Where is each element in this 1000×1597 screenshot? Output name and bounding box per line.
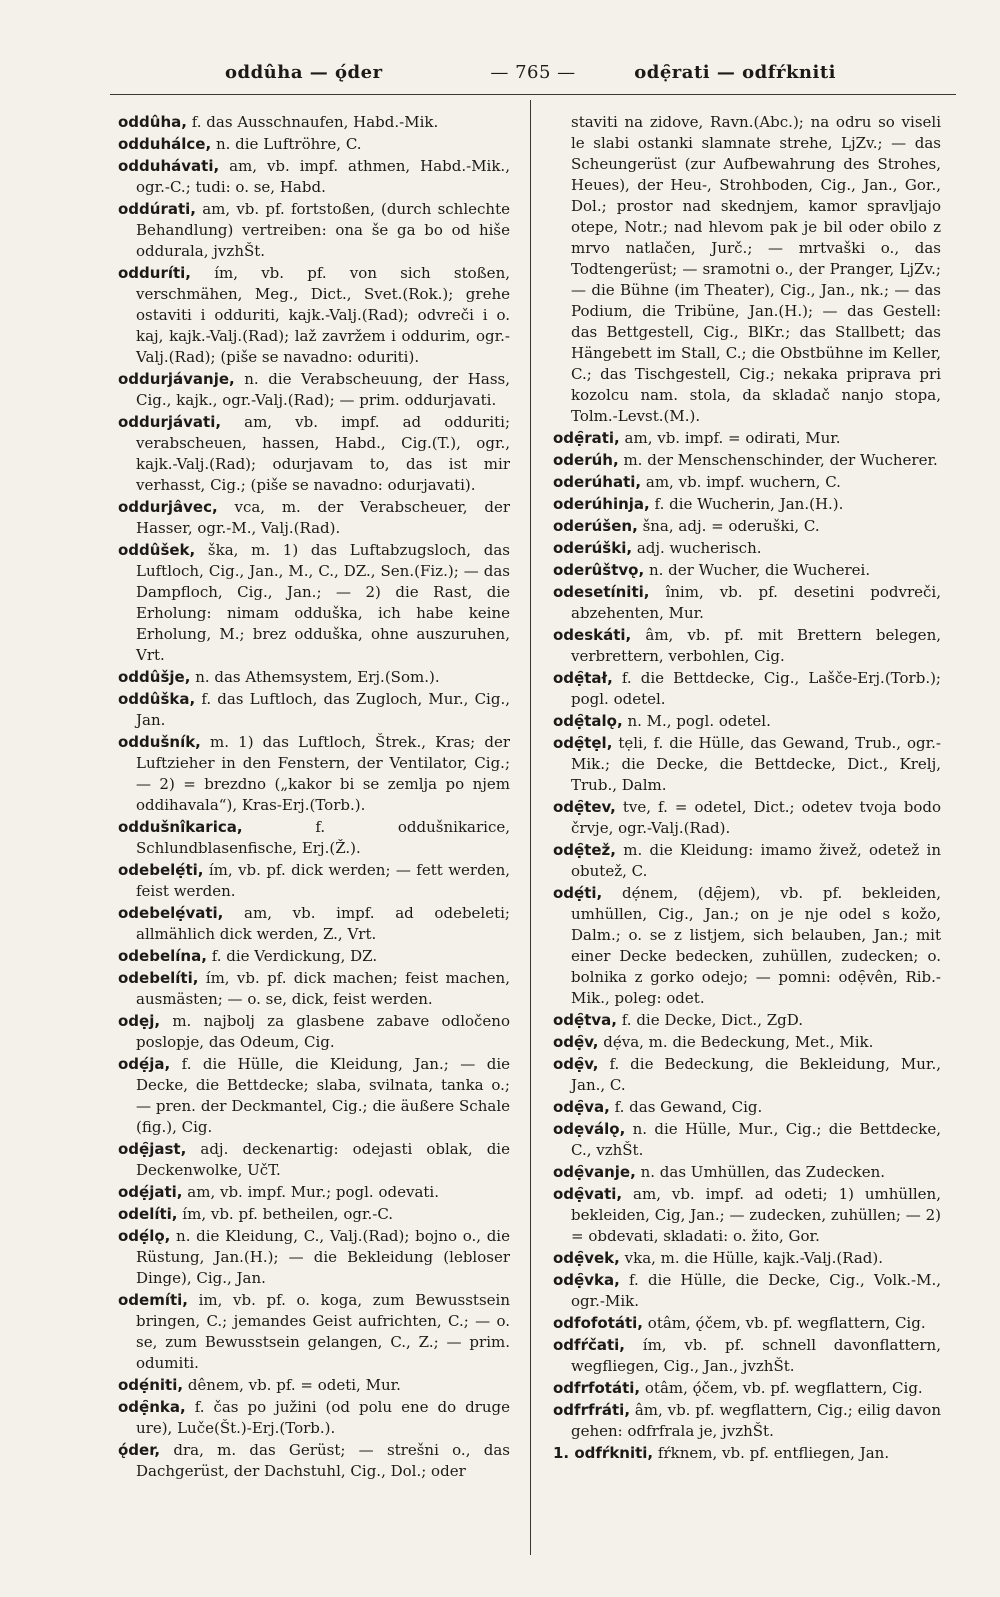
entry-headword: odfŕčati,	[553, 1336, 625, 1354]
dictionary-entry	[118, 1011, 510, 1053]
entry-definition: f. das Gewand, Cig.	[614, 1098, 763, 1116]
entry-definition: m. der Menschenschinder, der Wucherer.	[623, 451, 938, 469]
dictionary-entry	[553, 1248, 941, 1269]
entry-definition: f. das Luftloch, das Zugloch, Mur., Cig., Jan.	[136, 690, 510, 729]
entry-headword: odelíti,	[118, 1205, 178, 1223]
entry-headword: odẹ́ja,	[118, 1055, 171, 1073]
entry-headword: oddušník,	[118, 733, 201, 751]
entry-definition: f. die Verdickung, DZ.	[211, 947, 378, 965]
column-divider	[530, 100, 531, 1555]
dictionary-entry	[553, 450, 941, 471]
entry-definition: m. 1) das Luftloch, Štrek., Kras; der Luftzieher in den Fenstern, der Ventilator, Cig.; — 2) = brezdno („kakor bi se zemlja po njem oddihavala“), Kras-Erj.(Torb.).	[136, 733, 510, 814]
dictionary-entry	[118, 540, 510, 666]
entry-headword: odẹ̑nka,	[118, 1398, 186, 1416]
right-column	[553, 112, 941, 1582]
dictionary-entry	[118, 1182, 510, 1203]
entry-headword: odebelíti,	[118, 969, 199, 987]
entry-definition: f. oddušnikarice, Schlundblasenfische, Erj.(Ž.).	[136, 818, 510, 857]
dictionary-entry	[553, 1313, 941, 1334]
dictionary-entry	[553, 840, 941, 882]
entry-definition: n. die Kleidung, C., Valj.(Rad); bojno o., die Rüstung, Jan.(H.); — die Bekleidung (lebloser Dinge), Cig., Jan.	[136, 1227, 510, 1287]
entry-definition: dẹ́nem, (dẹ̑jem), vb. pf. bekleiden, umhüllen, Cig., Jan.; on je nje odel s kožo, Dalm.; o. se z listjem, sich belauben, Jan.; mit einer Decke bedecken, zuhüllen, zudecken; o. bolnika z gorko odejo; — pomni: odẹ̑vên, Rib.-Mik., poleg: odet.	[571, 884, 941, 1007]
entry-headword: oddurjávanje,	[118, 370, 235, 388]
dictionary-entry	[553, 883, 941, 1009]
entry-headword: 1. odfŕkniti,	[553, 1444, 654, 1462]
entry-headword: odẹ̑rati,	[553, 429, 620, 447]
entry-headword: oderúh,	[553, 451, 619, 469]
dictionary-entry	[553, 472, 941, 493]
entry-definition: m. najbolj za glasbene zabave odločeno poslopje, das Odeum, Cig.	[136, 1012, 510, 1051]
dictionary-entry	[118, 156, 510, 198]
dictionary-entry	[553, 1010, 941, 1031]
entry-definition: dẹ́va, m. die Bedeckung, Met., Mik.	[603, 1033, 874, 1051]
dictionary-entry	[553, 428, 941, 449]
dictionary-entry	[118, 263, 510, 368]
dictionary-entry	[118, 412, 510, 496]
entry-definition: ím, vb. pf. dick werden; — fett werden, feist werden.	[136, 861, 510, 900]
entry-definition: ím, vb. pf. dick machen; feist machen, ausmästen; — o. se, dick, feist werden.	[136, 969, 510, 1008]
dictionary-entry	[118, 1397, 510, 1439]
entry-headword: ǫ́der,	[118, 1441, 161, 1459]
entry-headword: odẹ̑tva,	[553, 1011, 617, 1029]
dictionary-entry	[118, 1139, 510, 1181]
entry-definition: n. M., pogl. odetel.	[627, 712, 771, 730]
entry-definition: otâm, ǫ́čem, vb. pf. wegflattern, Cig.	[644, 1379, 923, 1397]
entry-headword: oddûšje,	[118, 668, 191, 686]
entry-headword: odẹ̑va,	[553, 1098, 610, 1116]
dictionary-entry	[118, 732, 510, 816]
entry-headword: odesetíniti,	[553, 583, 650, 601]
entry-headword: odẹ̑tał,	[553, 669, 613, 687]
entry-definition: f. čas po južini (od polu ene do druge ure), Luče(Št.)-Erj.(Torb.).	[136, 1398, 510, 1437]
entry-definition: dênem, vb. pf. = odeti, Mur.	[187, 1376, 401, 1394]
entry-definition: im, vb. pf. o. koga, zum Bewusstsein bringen, C.; jemandes Geist aufrichten, C.; — o. se, zum Bewusstsein gelangen, C., Z.; — prim. odumiti.	[136, 1291, 510, 1372]
entry-headword: odẹ̑vanje,	[553, 1163, 636, 1181]
dictionary-entry	[118, 1440, 510, 1482]
dictionary-entry	[553, 1162, 941, 1183]
entry-definition: f. die Bedeckung, die Bekleidung, Mur., Jan., C.	[571, 1055, 941, 1094]
entry-definition: adj. deckenartig: odejasti oblak, die Deckenwolke, UčT.	[136, 1140, 510, 1179]
dictionary-entry	[553, 733, 941, 796]
dictionary-entry	[553, 1054, 941, 1096]
entry-definition: am, vb. impf. ad odeti; 1) umhüllen, bekleiden, Cig, Jan.; — zudecken, zuhüllen; — 2) = obdevati, skladati: o. žito, Gor.	[571, 1185, 941, 1245]
entry-definition: fŕknem, vb. pf. entfliegen, Jan.	[657, 1444, 890, 1462]
entry-headword: odduríti,	[118, 264, 192, 282]
entry-definition: n. die Hülle, Mur., Cig.; die Bettdecke, C., vzhŠt.	[571, 1120, 941, 1159]
dictionary-entry	[118, 1054, 510, 1138]
entry-definition: ím, vb. pf. betheilen, ogr.-C.	[182, 1205, 394, 1223]
dictionary-entry	[553, 112, 941, 427]
entry-definition: staviti na zidove, Ravn.(Abc.); na odru so viseli le slabi ostanki slamnate strehe, LjZv.; — das Scheungerüst (zur Aufbewahrung des Strohes, Heues), der Heu-, Strohboden, Cig., Jan., Gor., Dol.; prostor nad skednjem, kamor spravljajo otepe, Notr.; nad hlevom pak je bil oder obilo z mrvo natlačen, Jurč.; — mrtvaški o., das Todtengerüst; — sramotni o., der Pranger, LjZv.; — die Bühne (im Theater), Cig., Jan., nk.; — das Podium, die Tribüne, Jan.(H.); — das Gestell: das Bettgestell, Cig., BlKr.; das Stallbett; das Hängebett im Stall, C.; die Obstbühne im Keller, C.; das Tischgestell, Cig.; nekaka priprava pri kozolcu nam. stola, da skladač nanjo stopa, Tolm.-Levst.(M.).	[571, 113, 941, 425]
entry-definition: n. das Athemsystem, Erj.(Som.).	[195, 668, 440, 686]
entry-headword: oddurjávati,	[118, 413, 222, 431]
entry-definition: ška, m. 1) das Luftabzugsloch, das Luftloch, Cig., Jan., M., C., DZ., Sen.(Fiz.); — das Dampfloch, Cig., Jan.; — 2) die Rast, die Erholung: nimam odduška, ich habe keine Erholung, M.; brez odduška, ohne auszuruhen, Vrt.	[136, 541, 510, 664]
dictionary-entry	[553, 668, 941, 710]
entry-definition: am, vb. impf. Mur.; pogl. odevati.	[187, 1183, 439, 1201]
entry-definition: tve, f. = odetel, Dict.; odetev tvoja bodo črvje, ogr.-Valj.(Rad).	[571, 798, 941, 837]
entry-definition: dra, m. das Gerüst; — strešni o., das Dachgerüst, der Dachstuhl, Cig., Dol.; oder	[136, 1441, 510, 1480]
entry-headword: odẹ̑tev,	[553, 798, 616, 816]
entry-definition: ím, vb. pf. von sich stoßen, verschmähen, Meg., Dict., Svet.(Rok.); grehe ostaviti i odduriti, kajk.-Valj.(Rad); odvreči i o. kaj, kajk.-Valj.(Rad); laž zavržem i oddurim, ogr.-Valj.(Rad); (piše se navadno: oduriti).	[136, 264, 510, 366]
entry-headword: odduhávati,	[118, 157, 220, 175]
entry-headword: odemíti,	[118, 1291, 188, 1309]
entry-headword: oderúhati,	[553, 473, 642, 491]
page-number: — 765 —	[490, 62, 576, 83]
entry-headword: oderûštvǫ,	[553, 561, 645, 579]
dictionary-entry	[553, 1184, 941, 1247]
dictionary-entry	[118, 1226, 510, 1289]
entry-headword: odfrfráti,	[553, 1401, 631, 1419]
dictionary-entry	[553, 538, 941, 559]
entry-headword: odẹ̑vek,	[553, 1249, 620, 1267]
dictionary-entry	[118, 903, 510, 945]
entry-headword: oddûha,	[118, 113, 187, 131]
entry-headword: odduhálce,	[118, 135, 212, 153]
page-header	[110, 58, 956, 95]
entry-headword: odẹ̑v,	[553, 1033, 599, 1051]
dictionary-entry	[118, 497, 510, 539]
entry-definition: f. die Hülle, die Kleidung, Jan.; — die Decke, die Bettdecke; slaba, svilnata, tanka o.; — pren. der Deckmantel, Cig.; die äußere Schale (fig.), Cig.	[136, 1055, 510, 1136]
dictionary-entry	[118, 860, 510, 902]
dictionary-entry	[118, 817, 510, 859]
entry-headword: odẹ̑talǫ,	[553, 712, 623, 730]
dictionary-entry	[118, 1290, 510, 1374]
entry-definition: f. das Ausschnaufen, Habd.-Mik.	[191, 113, 439, 131]
entry-definition: ím, vb. pf. schnell davonflattern, wegfliegen, Cig., Jan., jvzhŠt.	[571, 1336, 941, 1375]
entry-headword: oddurjâvec,	[118, 498, 218, 516]
entry-definition: f. die Wucherin, Jan.(H.).	[654, 495, 844, 513]
entry-definition: am, vb. impf. = odirati, Mur.	[624, 429, 841, 447]
dictionary-entry	[553, 711, 941, 732]
entry-definition: tẹli, f. die Hülle, das Gewand, Trub., ogr.-Mik.; die Decke, die Bettdecke, Dict., Krelj, Trub., Dalm.	[571, 734, 941, 794]
dictionary-entry	[553, 1378, 941, 1399]
dictionary-entry	[553, 1270, 941, 1312]
entry-definition: f. die Hülle, die Decke, Cig., Volk.-M., ogr.-Mik.	[571, 1271, 941, 1310]
entry-headword: odẹ̑vka,	[553, 1271, 620, 1289]
entry-headword: odẹ̑tež,	[553, 841, 616, 859]
dictionary-entry	[118, 667, 510, 688]
entry-definition: am, vb. impf. ad odduriti; verabscheuen, hassen, Habd., Cig.(T.), ogr., kajk.-Valj.(Rad); odurjavam to, das ist mir verhasst, Cig.; (piše se navadno: odurjavati).	[136, 413, 510, 494]
dictionary-entry	[118, 134, 510, 155]
entry-headword: odẹ̑jast,	[118, 1140, 187, 1158]
dictionary-entry	[118, 946, 510, 967]
entry-definition: am, vb. impf. wuchern, C.	[645, 473, 841, 491]
dictionary-entry	[553, 1335, 941, 1377]
entry-definition: vca, m. der Verabscheuer, der Hasser, ogr.-M., Valj.(Rad).	[136, 498, 510, 537]
dictionary-entry	[553, 1097, 941, 1118]
entry-headword: oderúški,	[553, 539, 633, 557]
entry-definition: šna, adj. = oderuški, C.	[642, 517, 820, 535]
dictionary-entry	[118, 1375, 510, 1396]
dictionary-entry	[553, 625, 941, 667]
header-right-guide-words: odẹ̑rati — odfŕkniti	[634, 62, 836, 83]
entry-definition: vka, m. die Hülle, kajk.-Valj.(Rad).	[624, 1249, 884, 1267]
entry-headword: odẹ́ti,	[553, 884, 603, 902]
dictionary-entry	[118, 968, 510, 1010]
entry-definition: am, vb. impf. ad odebeleti; allmählich dick werden, Z., Vrt.	[136, 904, 510, 943]
entry-definition: n. das Umhüllen, das Zudecken.	[640, 1163, 886, 1181]
entry-headword: oddûšek,	[118, 541, 196, 559]
dictionary-entry	[553, 1443, 941, 1464]
entry-headword: odẹ́niti,	[118, 1376, 184, 1394]
entry-headword: odfrfotáti,	[553, 1379, 641, 1397]
entry-definition: adj. wucherisch.	[636, 539, 762, 557]
entry-definition: n. die Verabscheuung, der Hass, Cig., kajk., ogr.-Valj.(Rad); — prim. oddurjavati.	[136, 370, 510, 409]
entry-headword: odẹ́lǫ,	[118, 1227, 171, 1245]
header-left-guide-words: oddûha — ǫ́der	[225, 62, 383, 83]
entry-headword: odẹválǫ,	[553, 1120, 626, 1138]
entry-definition: f. die Bettdecke, Cig., Lašče-Erj.(Torb.); pogl. odetel.	[571, 669, 941, 708]
entry-definition: f. die Decke, Dict., ZgD.	[621, 1011, 804, 1029]
dictionary-entry	[118, 1204, 510, 1225]
entry-headword: odẹ̑vati,	[553, 1185, 623, 1203]
entry-definition: n. der Wucher, die Wucherei.	[648, 561, 871, 579]
dictionary-entry	[553, 797, 941, 839]
entry-definition: âm, vb. pf. mit Brettern belegen, verbrettern, verbohlen, Cig.	[571, 626, 941, 665]
entry-headword: oddušnîkarica,	[118, 818, 243, 836]
entry-headword: odebelẹ́vati,	[118, 904, 224, 922]
entry-headword: odfofotáti,	[553, 1314, 644, 1332]
dictionary-entry	[553, 1032, 941, 1053]
entry-headword: odẹ̑v,	[553, 1055, 599, 1073]
dictionary-entry	[553, 582, 941, 624]
entry-headword: odebelína,	[118, 947, 207, 965]
entry-headword: odebelẹ́ti,	[118, 861, 204, 879]
dictionary-entry	[553, 516, 941, 537]
dictionary-entry	[118, 199, 510, 262]
dictionary-entry	[553, 560, 941, 581]
entry-headword: odẹ̑tẹl,	[553, 734, 613, 752]
dictionary-entry	[118, 689, 510, 731]
entry-definition: âm, vb. pf. wegflattern, Cig.; eilig davon gehen: odfrfrala je, jvzhŠt.	[571, 1401, 941, 1440]
entry-headword: oderúšen,	[553, 517, 638, 535]
entry-definition: otâm, ǫ́čem, vb. pf. wegflattern, Cig.	[647, 1314, 926, 1332]
entry-headword: oderúhinja,	[553, 495, 650, 513]
dictionary-entry	[118, 112, 510, 133]
entry-definition: am, vb. impf. athmen, Habd.-Mik., ogr.-C.; tudi: o. se, Habd.	[136, 157, 510, 196]
entry-definition: m. die Kleidung: imamo živež, odetež in obutež, C.	[571, 841, 941, 880]
dictionary-entry	[118, 369, 510, 411]
entry-headword: odẹj,	[118, 1012, 161, 1030]
entry-headword: odẹ́jati,	[118, 1183, 183, 1201]
dictionary-entry	[553, 1119, 941, 1161]
left-column	[118, 112, 510, 1582]
entry-definition: n. die Luftröhre, C.	[215, 135, 362, 153]
entry-definition: am, vb. pf. fortstoßen, (durch schlechte Behandlung) vertreiben: ona še ga bo od hiše oddurala, jvzhŠt.	[136, 200, 510, 260]
entry-headword: odeskáti,	[553, 626, 632, 644]
dictionary-entry	[553, 1400, 941, 1442]
entry-definition: înim, vb. pf. desetini podvreči, abzehenten, Mur.	[571, 583, 941, 622]
entry-headword: oddûška,	[118, 690, 196, 708]
dictionary-entry	[553, 494, 941, 515]
entry-headword: oddúrati,	[118, 200, 196, 218]
